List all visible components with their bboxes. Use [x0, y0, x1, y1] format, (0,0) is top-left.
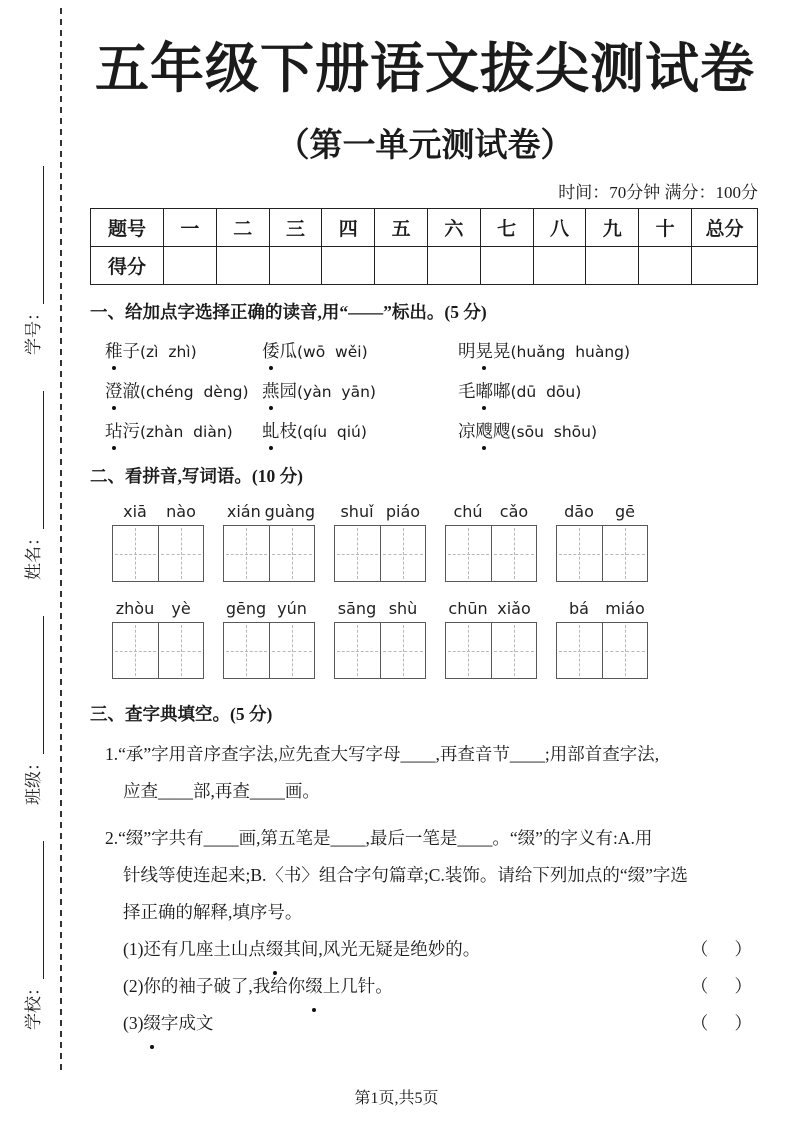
score-header-cell: 三 — [269, 209, 322, 247]
q3-sub-post: 其间,风光无疑是绝妙的。 — [283, 939, 481, 959]
pinyin-syllables — [556, 599, 648, 622]
margin-field — [19, 166, 44, 355]
q3-item2-line3: 择正确的解释,填序号。 — [123, 902, 303, 922]
score-header-label: 题号 — [91, 209, 164, 247]
pinyin-syllable: gē — [615, 502, 635, 521]
pinyin-word-box — [334, 599, 426, 679]
answer-bracket: （ ） — [690, 939, 752, 959]
q1-word-item — [105, 418, 262, 443]
pinyin-syllable: dāo — [564, 502, 594, 521]
margin-field-label: 姓名： — [24, 529, 43, 580]
writing-grid — [223, 622, 315, 679]
writing-grid-cell — [269, 526, 315, 581]
character: 明 — [458, 341, 476, 361]
margin-field-label: 学校： — [24, 979, 43, 1030]
pinyin-syllables — [334, 599, 426, 622]
pinyin-word-box — [223, 599, 315, 679]
writing-grid-cell — [269, 623, 315, 678]
score-header-cell: 八 — [533, 209, 586, 247]
margin-field-label: 学号： — [24, 304, 43, 355]
q3-sub-post: 字成文 — [160, 1013, 214, 1033]
score-row-label: 得分 — [91, 247, 164, 285]
character: 瓜 — [279, 341, 297, 361]
q3-item2-line1: 2.“缀”字共有____画,第五笔是____,最后一笔是____。“缀”的字义有:A.用 — [105, 828, 653, 848]
writing-grid-cell — [113, 623, 158, 678]
dotted-character: 稚 — [105, 338, 123, 363]
q1-word-item — [262, 378, 458, 403]
pinyin-choices: (wō wěi) — [297, 343, 368, 361]
pinyin-choices: (zhàn diàn) — [140, 423, 233, 441]
dotted-character: 晃 — [476, 338, 494, 363]
character: 枝 — [279, 421, 297, 441]
pinyin-syllable: miáo — [605, 599, 645, 618]
character: 飕 — [493, 421, 511, 441]
q1-word-item — [105, 378, 262, 403]
writing-grid-cell — [491, 623, 537, 678]
q3-sub-items — [90, 931, 760, 1042]
pinyin-choices: (huǎng huàng) — [510, 343, 631, 361]
pinyin-syllable: xián — [226, 502, 261, 521]
question-1-items — [105, 338, 760, 443]
margin-field-blank — [24, 616, 44, 754]
dotted-character: 虬 — [262, 418, 280, 443]
writing-grid — [334, 525, 426, 582]
writing-grid-cell — [113, 526, 158, 581]
score-header-cell: 五 — [375, 209, 428, 247]
score-header-cell: 十 — [639, 209, 692, 247]
margin-field-label: 班级： — [24, 754, 43, 805]
dotted-character: 燕 — [262, 378, 280, 403]
writing-grid-cell — [224, 526, 269, 581]
q3-sub-item — [123, 931, 760, 968]
character: 澈 — [122, 381, 140, 401]
margin-field — [19, 616, 44, 805]
pinyin-word-box — [556, 599, 648, 679]
q3-sub-item — [123, 968, 760, 1005]
character: 污 — [122, 421, 140, 441]
dotted-character: 飕 — [476, 418, 494, 443]
dotted-character: 倭 — [262, 338, 280, 363]
writing-grid-cell — [158, 526, 204, 581]
pinyin-choices: (sōu shōu) — [510, 423, 598, 441]
q3-sub-text — [123, 931, 480, 968]
pinyin-word-box — [445, 599, 537, 679]
pinyin-writing-row-2 — [112, 599, 760, 679]
writing-grid-cell — [557, 526, 602, 581]
score-header-cell: 七 — [480, 209, 533, 247]
score-table-score-row — [91, 247, 758, 285]
margin-field-blank — [24, 391, 44, 529]
q3-sub-pre: (3) — [123, 1013, 144, 1033]
score-cell — [269, 247, 322, 285]
pinyin-syllables — [556, 502, 648, 525]
q1-word-item — [458, 418, 760, 443]
pinyin-syllable: shù — [388, 599, 418, 618]
pinyin-word-box — [223, 502, 315, 582]
score-header-cell: 总分 — [692, 209, 758, 247]
character: 园 — [279, 381, 297, 401]
pinyin-word-box — [112, 502, 204, 582]
pinyin-syllable: chūn — [448, 599, 488, 618]
q1-word-item — [262, 338, 458, 363]
q1-word-item — [458, 378, 760, 403]
pinyin-syllable: piáo — [385, 502, 421, 521]
writing-grid — [334, 622, 426, 679]
writing-grid-cell — [224, 623, 269, 678]
margin-dashed-cut-line — [60, 8, 62, 1072]
writing-grid-cell — [335, 623, 380, 678]
character: 嘟 — [493, 381, 511, 401]
dotted-character: 缀 — [305, 968, 323, 1005]
score-cell — [639, 247, 692, 285]
q3-sub-post: 上几针。 — [322, 976, 393, 996]
pinyin-syllable: gēng — [225, 599, 267, 618]
pinyin-choices: (dū dōu) — [510, 383, 582, 401]
writing-grid-cell — [380, 623, 426, 678]
answer-bracket: （ ） — [690, 976, 752, 996]
writing-grid — [445, 622, 537, 679]
score-cell — [692, 247, 758, 285]
q3-sub-item — [123, 1005, 760, 1042]
page-number-footer: 第1页,共5页 — [354, 1090, 439, 1107]
writing-grid-cell — [557, 623, 602, 678]
pinyin-syllables — [334, 502, 426, 525]
score-cell — [480, 247, 533, 285]
character: 凉 — [458, 421, 476, 441]
pinyin-syllables — [223, 599, 315, 622]
score-cell — [216, 247, 269, 285]
pinyin-syllables — [112, 599, 204, 622]
score-header-cell: 九 — [586, 209, 639, 247]
writing-grid — [112, 525, 204, 582]
pinyin-syllable: zhòu — [115, 599, 155, 618]
writing-grid-cell — [446, 526, 491, 581]
dotted-character: 嘟 — [476, 378, 494, 403]
pinyin-syllable: yún — [277, 599, 307, 618]
answer-bracket: （ ） — [690, 1013, 752, 1033]
writing-grid-cell — [335, 526, 380, 581]
writing-grid-cell — [158, 623, 204, 678]
writing-grid — [556, 525, 648, 582]
margin-field-blank — [24, 166, 44, 304]
dotted-character: 澄 — [105, 378, 123, 403]
margin-student-fields — [14, 78, 44, 1030]
pinyin-syllables — [445, 599, 537, 622]
writing-grid-cell — [380, 526, 426, 581]
q3-item2-line2: 针线等使连起来;B.〈书〉组合字句篇章;C.装饰。请给下列加点的“缀”字选 — [123, 865, 688, 885]
score-cell — [586, 247, 639, 285]
character: 毛 — [458, 381, 476, 401]
time-score-info: 时间：70分钟 满分：100分 — [558, 183, 758, 202]
pinyin-choices: (yàn yān) — [297, 383, 376, 401]
q3-sub-text — [123, 968, 393, 1005]
score-header-cell: 二 — [216, 209, 269, 247]
dotted-character: 缀 — [143, 1005, 161, 1042]
pinyin-syllable: chú — [453, 502, 483, 521]
q3-sub-pre: (1)还有几座土山点 — [123, 939, 266, 959]
pinyin-choices: (qíu qiú) — [297, 423, 367, 441]
pinyin-syllables — [445, 502, 537, 525]
writing-grid — [556, 622, 648, 679]
writing-grid — [445, 525, 537, 582]
page-title: 五年级下册语文拔尖测试卷 — [95, 39, 755, 99]
score-table — [90, 208, 758, 285]
score-header-cell: 六 — [427, 209, 480, 247]
pinyin-syllable: cǎo — [499, 502, 529, 521]
pinyin-choices: (zì zhì) — [140, 343, 197, 361]
score-header-cell: 四 — [322, 209, 375, 247]
pinyin-syllables — [223, 502, 315, 525]
pinyin-writing-row-1 — [112, 502, 760, 582]
pinyin-syllable: sāng — [337, 599, 377, 618]
writing-grid-cell — [491, 526, 537, 581]
writing-grid-cell — [446, 623, 491, 678]
margin-field — [19, 391, 44, 580]
q3-sub-text — [123, 1005, 213, 1042]
pinyin-syllable: shuǐ — [340, 502, 374, 521]
pinyin-syllable: bá — [569, 599, 589, 618]
page-content — [90, 0, 760, 1042]
dotted-character: 玷 — [105, 418, 123, 443]
pinyin-syllables — [112, 502, 204, 525]
pinyin-syllable: yè — [171, 599, 191, 618]
q1-word-item — [458, 338, 760, 363]
pinyin-syllable: nào — [166, 502, 196, 521]
pinyin-word-box — [112, 599, 204, 679]
pinyin-word-box — [445, 502, 537, 582]
pinyin-word-box — [334, 502, 426, 582]
q1-word-item — [105, 338, 262, 363]
q3-sub-pre: (2)你的袖子破了,我给你 — [123, 976, 306, 996]
question-1-heading: 一、给加点字选择正确的读音,用“——”标出。(5 分) — [90, 302, 487, 322]
score-table-header-row — [91, 209, 758, 247]
margin-field — [19, 841, 44, 1030]
pinyin-syllable: xiā — [123, 502, 147, 521]
score-cell — [427, 247, 480, 285]
pinyin-syllable: guàng — [264, 502, 315, 521]
pinyin-syllable: xiǎo — [497, 599, 531, 618]
score-cell — [533, 247, 586, 285]
writing-grid-cell — [602, 623, 648, 678]
character: 晃 — [493, 341, 511, 361]
margin-field-blank — [24, 841, 44, 979]
q1-word-item — [262, 418, 458, 443]
page-subtitle: （第一单元测试卷） — [276, 128, 574, 164]
writing-grid — [223, 525, 315, 582]
score-cell — [375, 247, 428, 285]
q3-item1-line1: 1.“承”字用音序查字法,应先查大写字母____,再查音节____;用部首查字法, — [105, 744, 660, 764]
writing-grid — [112, 622, 204, 679]
q3-item1-line2: 应查____部,再查____画。 — [123, 781, 320, 801]
score-cell — [164, 247, 217, 285]
writing-grid-cell — [602, 526, 648, 581]
pinyin-word-box — [556, 502, 648, 582]
score-header-cell: 一 — [164, 209, 217, 247]
dotted-character: 缀 — [266, 931, 284, 968]
character: 子 — [122, 341, 140, 361]
pinyin-choices: (chéng dèng) — [140, 383, 249, 401]
score-cell — [322, 247, 375, 285]
question-3-heading: 三、查字典填空。(5 分) — [90, 704, 273, 724]
question-2-heading: 二、看拼音,写词语。(10 分) — [90, 466, 303, 486]
